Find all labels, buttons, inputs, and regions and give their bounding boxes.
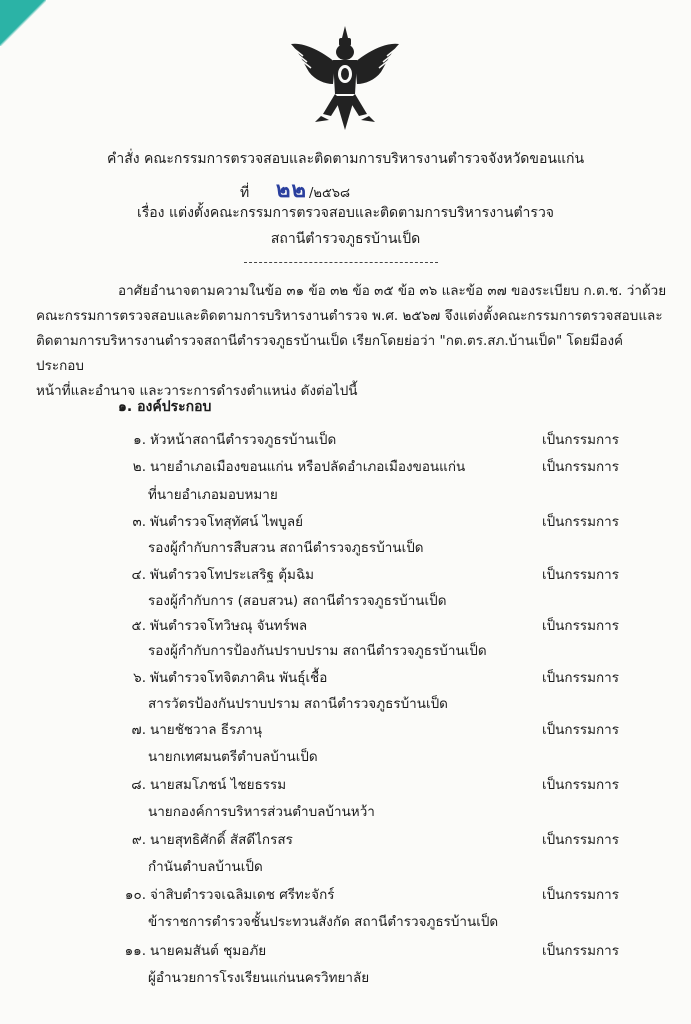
member-role: เป็นกรรมการ (542, 618, 619, 634)
subject-line-2: สถานีตำรวจภูธรบ้านเป็ด (270, 231, 421, 247)
member-item: ๗. นายชัชวาล ธีรภานุ (131, 722, 262, 738)
subject-line-1: เรื่อง แต่งตั้งคณะกรรมการตรวจสอบและติดตามการบริหารงานตำรวจ (136, 205, 555, 221)
member-item: ๑๑. นายคมสันต์ ชุมอภัย (124, 943, 267, 959)
member-role: เป็นกรรมการ (542, 670, 619, 686)
member-position: ข้าราชการตำรวจชั้นประทวนสังกัด สถานีตำรวจภูธรบ้านเป็ด (148, 914, 499, 930)
member-item: ๔. พันตำรวจโทประเสริฐ ตุ้มฉิม (131, 567, 315, 583)
body-line: คณะกรรมการตรวจสอบและติดตามการบริหารงานตำรวจ พ.ศ. ๒๕๖๗ จึงแต่งตั้งคณะกรรมการตรวจสอบและ (36, 308, 663, 324)
order-number-label: ที่ (240, 185, 250, 201)
corner-accent (0, 0, 46, 46)
member-position: นายกเทศมนตรีตำบลบ้านเป็ด (148, 749, 318, 765)
body-paragraph (36, 279, 668, 404)
member-role: เป็นกรรมการ (542, 514, 619, 530)
member-role: เป็นกรรมการ (542, 459, 619, 475)
member-role: เป็นกรรมการ (542, 832, 619, 848)
member-position: รองผู้กำกับการ (สอบสวน) สถานีตำรวจภูธรบ้านเป็ด (148, 593, 447, 609)
body-line: ติดตามการบริหารงานตำรวจสถานีตำรวจภูธรบ้านเป็ด เรียกโดยย่อว่า "กต.ตร.สภ.บ้านเป็ด" โดยมีองค์ประกอบ (36, 333, 624, 374)
member-position: ที่นายอำเภอมอบหมาย (148, 487, 278, 503)
section-heading: ๑. องค์ประกอบ (118, 399, 212, 415)
member-position: นายกองค์การบริหารส่วนตำบลบ้านหว้า (148, 804, 375, 820)
member-position: รองผู้กำกับการสืบสวน สถานีตำรวจภูธรบ้านเป็ด (148, 540, 424, 556)
member-item: ๖. พันตำรวจโทจิตภาคิน พันธุ์เชื้อ (133, 670, 328, 686)
member-position: รองผู้กำกับการป้องกันปราบปราม สถานีตำรวจภูธรบ้านเป็ด (148, 643, 487, 659)
member-role: เป็นกรรมการ (542, 887, 619, 903)
divider (244, 262, 438, 263)
member-position: กำนันตำบลบ้านเป็ด (148, 859, 263, 875)
body-line: อาศัยอำนาจตามความในข้อ ๓๑ ข้อ ๓๒ ข้อ ๓๕ ข้อ ๓๖ และข้อ ๓๗ ของระเบียบ ก.ต.ช. ว่าด้วย (118, 283, 667, 299)
member-item: ๘. นายสมโภชน์ ไชยธรรม (131, 777, 287, 793)
order-title: คำสั่ง คณะกรรมการตรวจสอบและติดตามการบริหารงานตำรวจจังหวัดขอนแก่น (106, 151, 585, 167)
member-item: ๕. พันตำรวจโทวิษณุ จันทร์พล (131, 618, 308, 634)
member-position: สารวัตรป้องกันปราบปราม สถานีตำรวจภูธรบ้านเป็ด (148, 696, 448, 712)
order-number-value: ๒๒ (276, 177, 308, 203)
member-item: ๙. นายสุทธิศักดิ์ สัสดีไกรสร (131, 832, 293, 848)
member-role: เป็นกรรมการ (542, 943, 619, 959)
member-position: ผู้อำนวยการโรงเรียนแก่นนครวิทยาลัย (148, 970, 370, 986)
order-number-year: /๒๕๖๘ (309, 186, 351, 201)
member-role: เป็นกรรมการ (542, 777, 619, 793)
member-item: ๒. นายอำเภอเมืองขอนแก่น หรือปลัดอำเภอเมืองขอนแก่น (132, 459, 466, 475)
member-role: เป็นกรรมการ (542, 722, 619, 738)
member-role: เป็นกรรมการ (542, 567, 619, 583)
body-line: หน้าที่และอำนาจ และวาระการดำรงตำแหน่ง ดังต่อไปนี้ (36, 383, 358, 399)
garuda-emblem-icon (285, 22, 405, 134)
member-item: ๑. หัวหน้าสถานีตำรวจภูธรบ้านเป็ด (133, 432, 337, 448)
member-item: ๑๐. จ่าสิบตำรวจเฉลิมเดช ศรีทะจักร์ (124, 887, 335, 903)
member-role: เป็นกรรมการ (542, 432, 619, 448)
member-item: ๓. พันตำรวจโทสุทัศน์ ไพบูลย์ (132, 514, 304, 530)
